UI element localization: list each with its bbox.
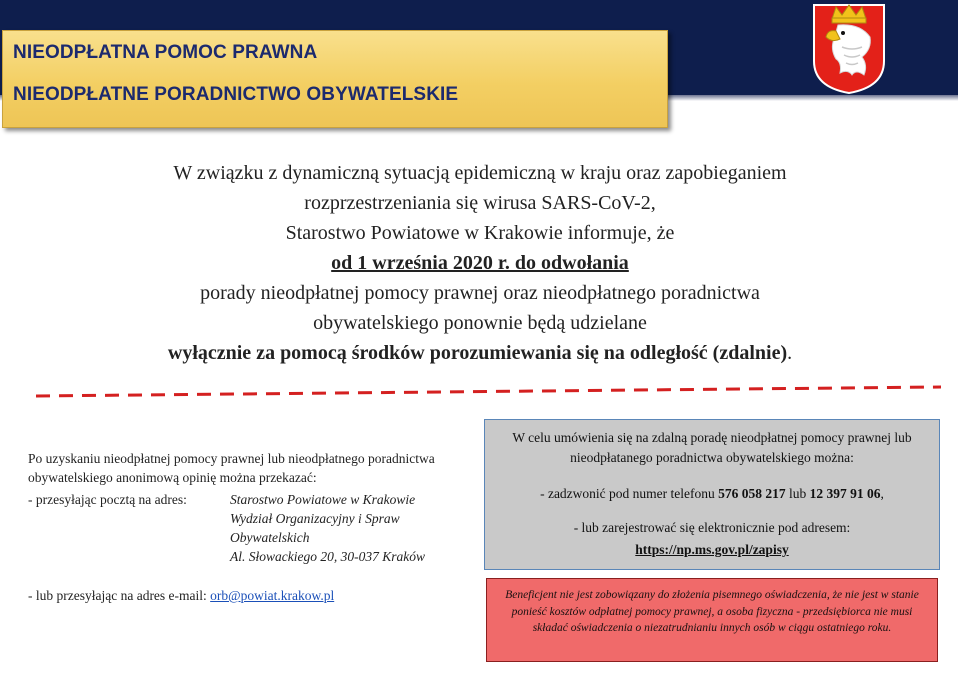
announcement-date: od 1 września 2020 r. do odwołania [331, 252, 629, 274]
phone-prefix: - zadzwonić pod numer telefonu [540, 486, 719, 501]
email-link[interactable]: orb@powiat.krakow.pl [210, 588, 335, 603]
announcement-line-3: Starostwo Powiatowe w Krakowie informuje, że [285, 222, 675, 244]
address-line: Al. Słowackiego 20, 30-037 Kraków [230, 549, 425, 564]
dashed-divider [36, 385, 941, 399]
phone-number-1[interactable]: 576 058 217 [718, 486, 786, 501]
opinion-section [28, 449, 468, 603]
postal-option [28, 490, 468, 566]
appointment-intro: W celu umówienia się na zdalną poradę nieodpłatnej pomocy prawnej lub nieodpłatanego poradnictwa obywatelskiego można: [512, 430, 912, 465]
announcement-line-1: W związku z dynamiczną sytuacją epidemiczną w kraju oraz zapobieganiem [173, 162, 787, 184]
address-line: Starostwo Powiatowe w Krakowie [230, 492, 416, 507]
phone-option [485, 484, 939, 504]
register-link[interactable]: https://np.ms.gov.pl/zapisy [635, 542, 789, 557]
phone-or: lub [785, 486, 810, 501]
title-box [2, 30, 668, 128]
register-text: - lub zarejestrować się elektronicznie pod adresem: [573, 520, 851, 535]
announcement-remote-only: wyłącznie za pomocą środków porozumiewania się na odległość (zdalnie) [167, 342, 788, 364]
title-line-1: NIEODPŁATNA POMOC PRAWNA [13, 42, 318, 63]
announcement-line-5: porady nieodpłatnej pomocy prawnej oraz nieodpłatnego poradnictwa [200, 282, 760, 304]
postal-label: - przesyłając pocztą na adres: [28, 492, 187, 507]
title-line-2: NIEODPŁATNE PORADNICTWO OBYWATELSKIE [13, 84, 459, 105]
phone-number-2[interactable]: 12 397 91 06 [809, 486, 881, 501]
appointment-box [484, 419, 940, 570]
email-option [28, 586, 334, 605]
notice-box [486, 578, 938, 662]
announcement-period: . [787, 342, 793, 364]
address-line: Wydział Organizacyjny i Spraw [230, 511, 400, 526]
malopolska-eagle-coat-of-arms-icon [812, 3, 886, 95]
postal-address [230, 490, 470, 566]
opinion-intro: Po uzyskaniu nieodpłatnej pomocy prawnej lub nieodpłatnego poradnictwa obywatelskiego anonimową opinię można przekazać: [28, 451, 435, 485]
email-label: - lub przesyłając na adres e-mail: [28, 588, 211, 603]
phone-suffix: , [880, 486, 884, 501]
address-line: Obywatelskich [230, 530, 310, 545]
notice-text: Beneficjent nie jest zobowiązany do złożenia pisemnego oświadczenia, że nie jest w stanie ponieść kosztów odpłatnej pomocy prawnej, a osoba fizyczna - przedsiębiorca nie musi składać oświadczenia o niezatrudnianiu innych osób w ciągu ostatniego roku. [505, 589, 919, 634]
announcement-line-2: rozprzestrzeniania się wirusa SARS-CoV-2, [304, 192, 656, 214]
announcement-line-6: obywatelskiego ponownie będą udzielane [313, 312, 647, 334]
announcement [40, 158, 920, 368]
